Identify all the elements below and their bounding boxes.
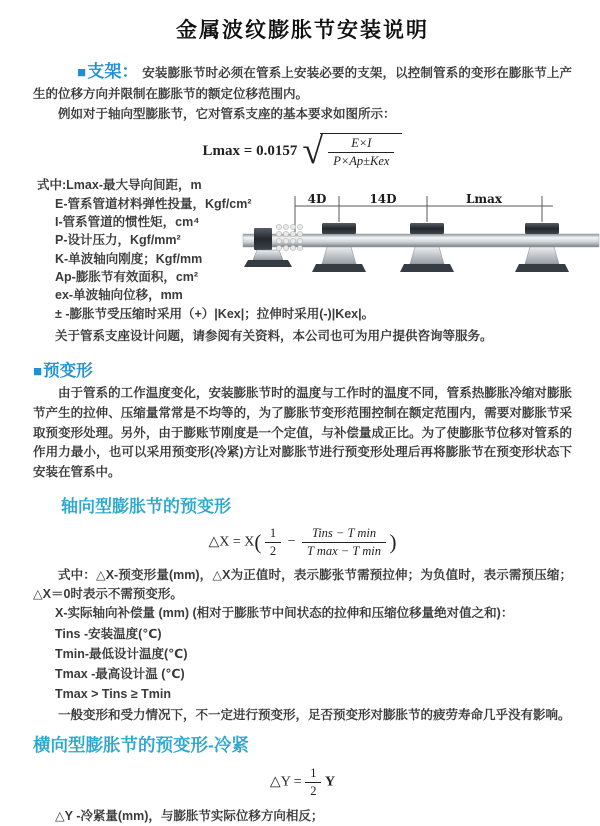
lmax-formula-lhs: Lmax = 0.0157	[202, 142, 298, 159]
axial-note-line: Tmax > Tins ≥ Tmin	[55, 687, 172, 702]
support-section-heading: 支架：	[87, 62, 139, 81]
axial-note-line: Tmin-最低设计温度(℃)	[55, 646, 188, 661]
guide-support	[312, 223, 366, 272]
axial-formula: △X = X( $\frac{1}{2}$ − $\frac{\text{Tins − T min}}{\text{T max − T min}}$ )	[208, 525, 397, 558]
axial-note-line: Tins -安装温度(℃)	[55, 626, 162, 641]
guide-support	[515, 223, 569, 272]
definition-line: Ap-膨胀节有效面积，cm²	[55, 269, 199, 284]
page-title: 金属波纹膨胀节安装说明	[176, 19, 429, 42]
lateral-formula	[33, 766, 572, 799]
section-square-icon: ■	[77, 64, 87, 81]
axial-closing-line: 一般变形和受力情况下，不一定进行预变形，足否预变形对膨胀节的疲劳寿命几乎没有影响。	[58, 707, 571, 722]
axial-subheading: 轴向型膨胀节的预变形	[61, 496, 231, 516]
support-intro-text: 安装膨胀节时必须在管系上安装必要的支架，以控制管系的变形在膨胀节上产生的位移方向并限制在膨胀节的额定位移范围内。	[33, 66, 573, 101]
axial-note-line: X-实际轴向补偿量 (mm) (相对于膨胀节中间状态的拉伸和压缩位移量绝对值之和)：	[55, 606, 514, 621]
lmax-formula	[33, 129, 572, 172]
definition-line: I-管系管道的惯性矩，cm⁴	[55, 215, 200, 229]
predeform-paragraph: 由于管系的工作温度变化，安装膨胀节时的温度与工作时的温度不同，管系热膨胀冷缩对膨胀节产生的拉伸、压缩量常常是不均等的，为了膨胀节变形范围控制在额定范围内，需要对膨胀节采取预变形处理。另外，由于膨账节刚度是一个定值，与补偿量成正比。为了使膨胀节位移对管系的作用力最小，也可以采用预变形(冷紧)方让对膨胀节进行预变形处理后再将膨胀节在预变形状态下安装在管系中。	[33, 386, 572, 479]
dim-label-14d: 14D	[369, 192, 397, 206]
guide-support	[400, 223, 454, 272]
pipe	[243, 234, 599, 247]
where-label: 式中:Lmax-最大导向间距，m	[37, 178, 202, 192]
dim-label-4d: 4D	[307, 192, 327, 206]
definition-line: E-管系管道材料弹性投量，Kgf/cm²	[55, 196, 252, 211]
axial-where-paragraph: 式中：△X-预变形量(mm)，△X为正值时，表示膨张节需预拉伸；为负值时，表示需预压缩；△X＝0时表示不需预变形。	[33, 567, 572, 601]
lmax-fraction: $\frac{E\times I}{\text{P×Ap±Kex}}$	[328, 136, 394, 169]
pipe-support-diagram	[243, 192, 599, 284]
section-square-icon: ■	[33, 363, 43, 380]
lateral-subheading: 横向型膨胀节的预变形-冷紧	[33, 735, 249, 756]
predeform-section	[33, 357, 572, 826]
half-fraction: $\frac{1}{2}$	[265, 526, 281, 559]
plus-minus-note: ± -膨胀节受压缩时采用（+）|Kex|；拉伸时采用(-)|Kex|。	[55, 307, 375, 322]
lateral-formula-rhs: Y	[324, 774, 336, 790]
definition-line: K-单波轴向刚度；Kgf/mm	[55, 251, 203, 266]
predeform-section-heading: ■预变形	[33, 362, 93, 380]
lateral-note-line: △Y -冷紧量(mm)，与膨胀节实际位移方向相反；	[55, 809, 324, 824]
support-example-line: 例如对于轴向型膨胀节，它对管系支座的基本要求如图所示：	[58, 107, 396, 122]
support-closing-line: 关于管系支座设计问题，请参阅有关资料，本公司也可为用户提供咨询等服务。	[55, 328, 493, 343]
axial-note-line: Tmax -最高设计温 (℃)	[55, 667, 185, 681]
axial-formula-lhs: △X = X	[208, 534, 255, 550]
temperature-fraction: $\frac{\text{Tins − T min}}{\text{T max − T min}}$	[302, 526, 386, 559]
half-fraction: $\frac{1}{2}$	[305, 766, 321, 799]
support-intro-paragraph	[33, 59, 572, 103]
definition-line: P-设计压力，Kgf/mm²	[55, 233, 181, 248]
lateral-formula-lhs: △Y =	[269, 774, 302, 790]
radical-sign: √ $\frac{E\times I}{\text{P×Ap±Kex}}$	[302, 133, 402, 169]
definition-line: ex-单波轴向位移，mm	[55, 288, 183, 302]
dim-label-lmax: Lmax	[465, 192, 503, 206]
